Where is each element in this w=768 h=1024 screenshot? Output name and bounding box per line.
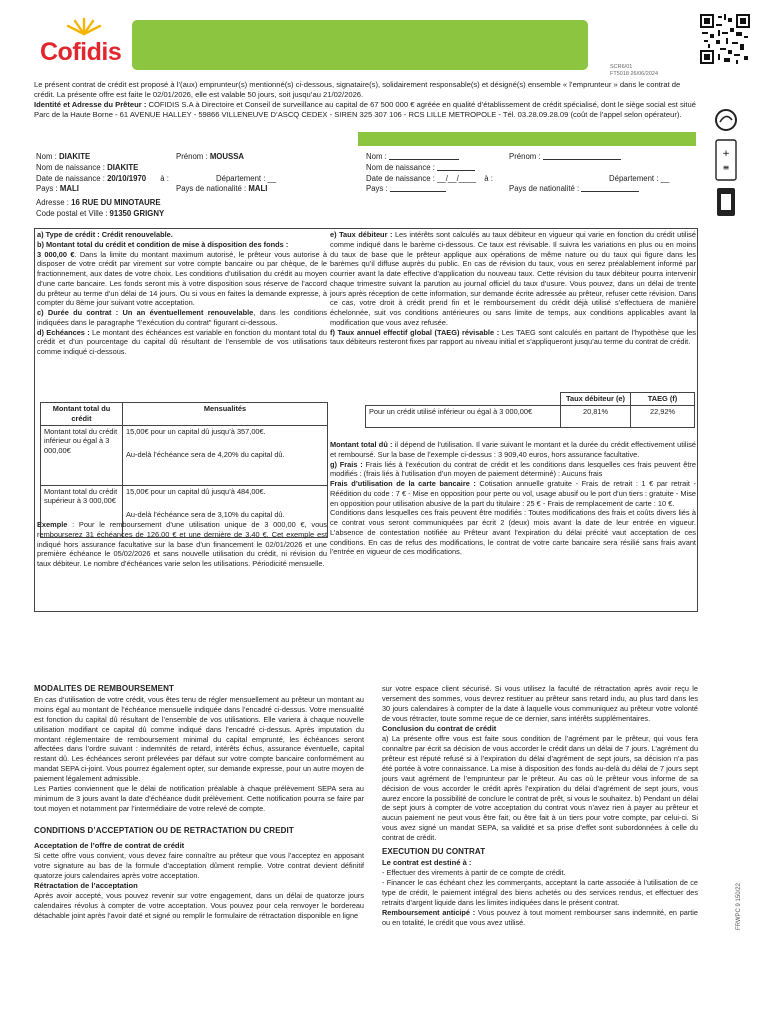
installments-table: Montant total du crédit Mensualités Montant total du crédit inférieur ou égal à 3 000,00€ 15,00€ pour un capital dû jusqu’à 357,00€. Au-delà l’échéance sera de 4,20% du capital dû. Montant total du crédit supérieur à 3 000,00€ 15,00€ pour un capital dû jusqu’à 484,00€. Au-delà l’échéance sera de 3,10% du capital dû. (40, 402, 328, 538)
table-row: Montant total du crédit inférieur ou égal à 3 000,00€ 15,00€ pour un capital dû jusqu’à 357,00€. Au-delà l’échéance sera de 4,20% du capital dû. (41, 425, 328, 485)
lender-identity: Identité et Adresse du Prêteur : COFIDIS S.A à Directoire et Conseil de surveillance au capital de 67 500 000 € agréée en qualité d’établissement de crédit spécialisé, dont le siège social est situé Parc de la Haute Borne - 61 AVENUE HALLEY - 59866 VILLENEUVE D’ASCQ CEDEX - SIREN 325 307 106 - RCS LILLE METROPOLE - Tél. 03.28.09.28.09 (coût de l’appel selon opérateur). (34, 100, 696, 120)
co-borrower-nationality-field[interactable] (581, 184, 639, 192)
co-borrower-block: Nom : Prénom : Nom de naissance : Date de naissance : __/__/____ à : Département : __ Pays : Pays de nationalité : (366, 152, 670, 194)
sun-icon (64, 16, 104, 36)
debit-rate: 20,81% (561, 405, 631, 427)
svg-text:≡: ≡ (722, 163, 730, 172)
co-borrower-name-field[interactable] (389, 152, 459, 160)
rates-table: Taux débiteur (e) TAEG (f) Pour un crédit utilisé inférieur ou égal à 3 000,00€ 20,81% 22,92% (365, 392, 695, 428)
svg-text:+: + (722, 149, 730, 159)
borrower-block: Nom : DIAKITE Prénom : MOUSSA Nom de naissance : DIAKITE Date de naissance : 20/10/1970 à : Département : __ Pays : MALI Pays de nationalité : MALI Adresse : 16 RUE DU MINOTAURE Code postal et Ville : 91350 GRIGNY (36, 152, 277, 218)
borrower-name: DIAKITE (58, 152, 91, 161)
borrower-address: 16 RUE DU MINOTAURE (71, 198, 161, 207)
example-section: Exemple : Pour le remboursement d’une utilisation unique de 3 000,00 €, vous rembourserez 31 échéances de 126,00 € et une dernière de 3,40 €. Cet exemple est indiqué hors assurance facultative sur la base d’un financement le 02/01/2026 et une première échéance le 05/02/2026 et sans nouvelle utilisation du crédit, ni révision du taux débiteur. Le nombre d’échéances varie selon les utilisations. Périodicité mensuelle. (37, 520, 327, 569)
credit-amount: 3 000,00 € (37, 249, 75, 259)
credit-terms-left: a) Type de crédit : Crédit renouvelable. b) Montant total du crédit et condition de mise à disposition des fonds : 3 000,00 €. Dans la limite du montant maximum autorisé, le prêteur vous autorise à disposer de votre crédit par virement sur votre compte bancaire ou par chèque, de le fractionnement, aux dates de votre choix. Les conditions d’utilisation du crédit au moyen d’une carte bancaire. Les fonds seront mis à votre disposition sous réserve de l’accord du prêteur au terme d’un délai de 14 jours. Ou si vous en faites la demande expresse, à compter du 8ème jour suivant votre acceptation. c) Durée du contrat : Un an éventuellement renouvelable, dans les conditions indiquées dans le paragraphe "l’exécution du contrat" figurant ci-dessous. d) Echéances : Le montant des échéances est variable en fonction du montant total du crédit et d’un pourcentage du capital dû résultant de l’ensemble de vos utilisations comme indiqué ci-dessous. (37, 230, 327, 357)
qr-code (700, 14, 750, 64)
logo-text: Cofidis (40, 38, 122, 66)
co-borrower-birthname-field[interactable] (437, 163, 475, 171)
borrower-firstname: MOUSSA (209, 152, 245, 161)
co-borrower-country-field[interactable] (390, 184, 446, 192)
intro-section (34, 80, 698, 120)
recycling-icon (710, 106, 742, 224)
cofidis-logo (34, 16, 124, 76)
co-borrower-firstname-field[interactable] (543, 152, 621, 160)
credit-terms-right: e) Taux débiteur : Les intérêts sont calculés au taux débiteur en vigueur qui varie en fonction du crédit utilisé comme indiqué dans le barème ci-dessous. Ce taux est révisable. Il suivra les variations en plus ou en moins du taux de base que le prêteur applique aux opérations de même nature ou du taux qui figure dans les barèmes qu’il diffuse auprès du public. En cas de révision du taux, vous en serez préalablement informé par courrier avant la date effective d’application du nouveau taux. Cette révision du taux débiteur pourra intervenir chaque trimestre suivant la parution au journal officiel du taux d’usure. Vous pouvez, dans un délai de trente jours après réception de cette information, sur demande écrite adressée au prêteur, refuser cette révision. Dans ce cas, votre droit à crédit prend fin et le remboursement du crédit déjà utilisé s’effectuera de manière échelonnée, suit vos conditions antérieures ou sans limite de temps, aux conditions applicables avant la modification que vous avez refusée. f) Taux annuel effectif global (TAEG) révisable : Les TAEG sont calculés en partant de l’hypothèse que les taux débiteurs resteront fixes par rapport au niveau initial et s’appliqueront jusqu’au terme du contrat de crédit. (330, 230, 696, 347)
taeg-rate: 22,92% (631, 405, 695, 427)
side-reference: FRWPC 9 150/22 (736, 883, 742, 930)
repayment-section: MODALITES DE REMBOURSEMENT En cas d’utilisation de votre crédit, vous êtes tenu de régler mensuellement au prêteur un montant au moins égal au montant de l’échéance mensuelle indiquée dans l’encadré ci-dessus. Votre mensualité est fonction du capital dû résultant de l’ensemble de vos utilisations. Elle variera à chaque nouvelle utilisation modifiant ce capital dû comme indiqué dans l’encadré ci-dessus. Après imputation du montant réglementaire de remboursement minimal du capital emprunté, les échéances seront affectées dans l’ordre suivant : indemnités de retard, intérêts échus, assurance éventuelle, capital restant dû. Les échéances seront prélevées par défaut sur votre compte bancaire conformément au mandat SEPA ci-joint. Vous pourrez également opter, sur demande expresse, pour un autre moyen de paiement légalement admissible. Les Parties conviennent que le délai de notification préalable à chaque prélèvement SEPA sera au minimum de 3 jours avant la date d’échéance dudit prélèvement. Cette notification pourra se faire par tout moyen et notamment par l’intermédiaire de votre relevé de compte. CONDITIONS D’ACCEPTATION OU DE RETRACTATION DU CREDIT Acceptation de l’offre de contrat de crédit Si cette offre vous convient, vous devez faire connaître au prêteur que vous l’acceptez en apposant votre signature au bas de la formule d’acceptation dûment remplie. Votre contrat devient définitif quatorze jours calendaires après votre acceptation. Rétractation de l’acceptation Après avoir accepté, vous pouvez revenir sur votre engagement, dans un délai de quatorze jours calendaires révolus à compter de votre acceptation. Vous pouvez pour cela renvoyer le bordereau détachable joint après l’avoir daté et signé ou remplir le formulaire de rétractation disponible en ligne (34, 684, 364, 921)
credit-fees: Montant total dû : il dépend de l’utilisation. Il varie suivant le montant et la durée du crédit effectivement utilisé et remboursé. Sur la base de l’exemple ci-dessus : 3 909,40 euros, hors assurance facultative. g) Frais : Frais liés à l’exécution du contrat de crédit et les conditions dans lesquelles ces frais peuvent être modifiés : (frais liés à l’utilisation d’un moyen de paiement déterminé) : Aucuns frais Frais d’utilisation de la carte bancaire : Cotisation annuelle gratuite - Frais de retrait : 1 € par retrait - Réédition du code : 7 € - Mise en opposition pour perte ou vol, usage abusif ou le port d’un tiers : gratuite - Mise en opposition pour utilisation abusive de la part du titulaire : 25 € - Frais de remplacement de carte : 10 €. Conditions dans lesquelles ces frais peuvent être modifiés : Toutes modifications des frais et coûts divers liés à ce contrat vous seront communiquées par écrit 2 (deux) mois avant la date de leur entrée en vigueur. L’absence de contestation notifiée au Prêteur avant l’expiration du délai précité vaut acceptation de ces conditions. En cas de refus des modifications, le contrat de votre carte bancaire sera résilié sans frais avant l’entrée en vigueur de ces modifications. (330, 440, 697, 557)
birth-date: 20/10/1970 (107, 173, 147, 183)
contract-section: sur votre espace client sécurisé. Si vous utilisez la faculté de rétractation après avoir reçu le versement des sommes, vous devrez restituer au prêteur sans retard indu, au plus tard dans les 30 jours calendaires à compter de la date à laquelle vous communiquez au prêteur votre volonté de vous rétracter, toute somme reçue de ce dernier, sans intérêts supplémentaires. Conclusion du contrat de crédit a) La présente offre vous est faite sous condition de l’agrément par le prêteur, qui vous fera connaître par écrit sa décision de vous accorder le crédit dans un délai de 7 jours. L’agrément du prêteur est réputé refusé si à l’expiration du délai d’agrément de sept jours, sa décision n’a pas été portée à votre connaissance. La mise à disposition des fonds au-delà du délai de 7 jours sept jours vaut agrément de l’emprunteur par le prêteur. Au cas où le prêteur vous informe de sa décision de vous accorder le crédit après l’expiration du délai d’agrément de sept jours, vous aurez encore la possibilité de conclure le contrat de prêt, si vous le souhaitez. b) Pendant un délai de sept jours à compter de votre acceptation du contrat vous n’avez rien à payer au prêteur et aucun paiement ne peut vous être fait, ou être fait à un tiers pour votre compte, par celui-ci. Si vous avez signé un mandat SEPA, sa validité et sa prise d’effet sont subordonnées à celle du contrat de crédit. EXECUTION DU CONTRAT Le contrat est destiné à : - Effectuer des virements à partir de ce compte de crédit. - Financer le cas échéant chez les commerçants, acceptant la carte associée à l’utilisation de ce type de crédit, le paiement intégral des biens achetés ou des services rendus, et effectuer des retraits d’argent liquide dans les limites indiquées dans le présent contrat. Remboursement anticipé : Vous pouvez à tout moment rembourser sans indemnité, en partie ou en totalité, le crédit que vous avez utilisé. (382, 684, 698, 927)
co-borrower-banner (358, 132, 696, 146)
reference-code: SCR6/01 FT5018 26/06/2024 (610, 64, 659, 77)
table-row: Pour un crédit utilisé inférieur ou égal à 3 000,00€ 20,81% 22,92% (366, 405, 695, 427)
intro-text: Le présent contrat de crédit est proposé à l’(aux) emprunteur(s) mentionné(s) ci-dessous, signataire(s), solidairement responsable(s) et désigné(s) ensemble « l’emprunteur » dans le contrat de crédit. La présente offre est faite le 02/01/2026, elle est valable 50 jours, soit jusqu’au 21/02/2026. (34, 80, 681, 100)
table-row: Montant total du crédit supérieur à 3 000,00€ 15,00€ pour un capital dû jusqu’à 484,00€. Au-delà l’échéance sera de 3,10% du capital dû. (41, 485, 328, 537)
header-banner (132, 20, 588, 70)
